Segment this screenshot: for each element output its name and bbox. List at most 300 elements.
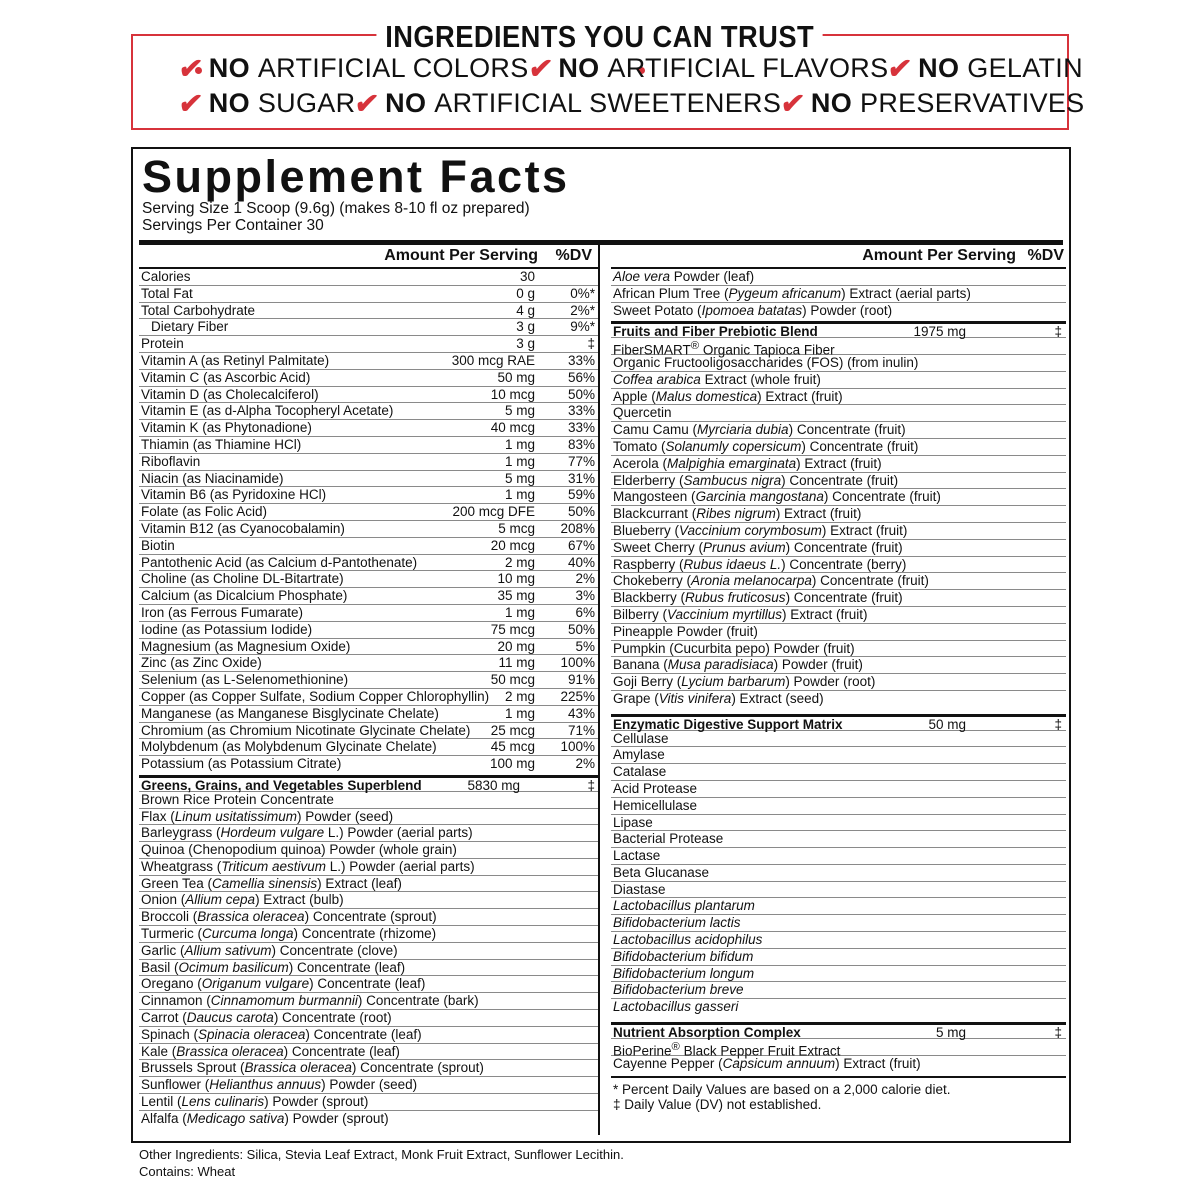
checkmark-icon: ✔	[176, 88, 205, 119]
checkmark-icon: ✔	[778, 88, 808, 119]
nutrient-dv: 77%	[567, 453, 595, 469]
nutrient-name: Vitamin B12 (as Cyanocobalamin)	[141, 520, 345, 536]
ingredient-name: Turmeric (Curcuma longa) Concentrate (rhizome)	[141, 926, 437, 942]
banner-title: INGREDIENTS YOU CAN TRUST	[377, 19, 823, 55]
nutrient-amount: 50 mcg	[490, 672, 535, 688]
nutrient-amount: 75 mcg	[490, 621, 535, 637]
nutrient-row	[139, 504, 598, 521]
ingredient-name: Cayenne Pepper (Capsicum annuum) Extract (fruit)	[613, 1055, 921, 1071]
ingredient-name: Flax (Linum usitatissimum) Powder (seed)	[141, 808, 394, 824]
nutrient-row	[139, 538, 598, 555]
blend-dv: ‡	[587, 777, 595, 793]
nutrient-dv: 56%	[567, 369, 595, 385]
amount-header: Amount Per Serving	[384, 247, 538, 264]
nutrient-dv: 91%	[567, 672, 595, 688]
blend-name: Enzymatic Digestive Support Matrix	[613, 716, 843, 732]
nutrient-name: Riboflavin	[141, 453, 201, 469]
nutrient-dv: 100%	[560, 739, 595, 755]
ingredient-name: Green Tea (Camellia sinensis) Extract (leaf)	[141, 875, 402, 891]
nutrient-row	[139, 689, 598, 706]
blend-name: Greens, Grains, and Vegetables Superblend	[141, 777, 422, 793]
nutrient-amount: 3 g	[516, 319, 535, 335]
ingredient-row	[611, 999, 1066, 1016]
nutrient-name: Calcium (as Dicalcium Phosphate)	[141, 588, 348, 604]
nutrient-name: Vitamin A (as Retinyl Palmitate)	[141, 352, 330, 368]
claim-item	[176, 87, 356, 120]
ingredient-row	[611, 898, 1066, 915]
claim-no: NO	[918, 53, 960, 83]
nutrient-name: Vitamin E (as d-Alpha Tocopheryl Acetate)	[141, 403, 394, 419]
ingredient-row	[139, 1094, 598, 1111]
ingredient-row	[611, 624, 1066, 641]
nutrient-dv: 208%	[560, 520, 595, 536]
left-column-header	[139, 245, 598, 269]
nutrient-row	[139, 723, 598, 740]
checkmark-icon: ✔	[353, 88, 382, 119]
ingredient-row	[139, 976, 598, 993]
nutrient-dv: ‡	[587, 336, 595, 352]
ingredient-row	[139, 926, 598, 943]
ingredient-row	[139, 1077, 598, 1094]
nutrient-row	[139, 454, 598, 471]
ingredient-row	[139, 993, 598, 1010]
nutrient-row	[139, 487, 598, 504]
nutrient-name: Total Fat	[141, 285, 193, 301]
blend-name: Fruits and Fiber Prebiotic Blend	[613, 324, 818, 340]
dv-header: %DV	[555, 247, 592, 264]
ingredient-name: Lactobacillus gasseri	[613, 999, 739, 1015]
claims-row-2	[133, 87, 1085, 120]
ingredient-row	[611, 540, 1066, 557]
ingredient-name: Brussels Sprout (Brassica oleracea) Concentrate (sprout)	[141, 1060, 484, 1076]
ingredient-name: Bifidobacterium longum	[613, 965, 755, 981]
servings-per-container: Servings Per Container 30	[142, 217, 324, 234]
ingredient-name: Diastase	[613, 881, 666, 897]
nutrient-dv: 33%	[567, 352, 595, 368]
ingredient-row	[611, 338, 1066, 358]
ingredient-row	[611, 831, 1066, 848]
dv-header: %DV	[1027, 247, 1064, 264]
nutrient-amount: 10 mcg	[490, 386, 535, 402]
ingredient-name: Bilberry (Vaccinium myrtillus) Extract (fruit)	[613, 606, 868, 622]
nutrient-name: Zinc (as Zinc Oxide)	[141, 655, 262, 671]
ingredient-row	[611, 781, 1066, 798]
nutrient-row	[139, 739, 598, 756]
nutrient-amount: 45 mcg	[490, 739, 535, 755]
ingredient-name: African Plum Tree (Pygeum africanum) Extract (aerial parts)	[613, 285, 971, 301]
ingredient-name: Quinoa (Chenopodium quinoa) Powder (whole grain)	[141, 842, 457, 858]
nutrient-name: Thiamin (as Thiamine HCl)	[141, 436, 302, 452]
ingredient-row	[611, 439, 1066, 456]
ingredient-row	[611, 674, 1066, 691]
claim-item	[778, 87, 1085, 120]
nutrient-row	[139, 370, 598, 387]
checkmark-icon: ✔	[176, 53, 205, 84]
ingredient-row	[139, 809, 598, 826]
ingredient-row	[611, 747, 1066, 764]
nutrient-amount: 50 mg	[497, 369, 535, 385]
ingredient-name: Blueberry (Vaccinium corymbosum) Extract (fruit)	[613, 522, 908, 538]
ingredient-name: Alfalfa (Medicago sativa) Powder (sprout)	[141, 1110, 389, 1126]
nutrient-row	[139, 672, 598, 689]
blend-amount: 50 mg	[928, 716, 966, 732]
claim-text: ARTIFICIAL COLORS	[257, 53, 529, 83]
ingredient-row	[611, 932, 1066, 949]
ingredient-name: Garlic (Allium sativum) Concentrate (clove)	[141, 942, 398, 958]
nutrient-dv: 6%	[575, 604, 595, 620]
nutrient-name: Potassium (as Potassium Citrate)	[141, 756, 342, 772]
nutrient-amount: 40 mcg	[490, 420, 535, 436]
blend-amount: 5 mg	[935, 1025, 966, 1041]
ingredient-row	[611, 966, 1066, 983]
nutrient-name: Folate (as Folic Acid)	[141, 504, 268, 520]
ingredient-name: Cellulase	[613, 730, 669, 746]
ingredient-row	[139, 859, 598, 876]
ingredient-name: Acerola (Malpighia emarginata) Extract (fruit)	[613, 455, 882, 471]
nutrient-amount: 5 mg	[504, 403, 535, 419]
nutrient-amount: 25 mcg	[490, 722, 535, 738]
ingredient-name: Pumpkin (Cucurbita pepo) Powder (fruit)	[613, 640, 855, 656]
nutrient-name: Protein	[141, 336, 184, 352]
ingredient-name: Raspberry (Rubus idaeus L.) Concentrate (berry)	[613, 556, 907, 572]
nutrient-name: Iodine (as Potassium Iodide)	[141, 621, 313, 637]
nutrient-amount: 2 mg	[504, 554, 535, 570]
claim-no: NO	[208, 53, 250, 83]
ingredient-row	[611, 815, 1066, 832]
nutrient-dv: 9%*	[570, 319, 595, 335]
nutrient-name: Total Carbohydrate	[141, 302, 256, 318]
ingredient-row	[139, 792, 598, 809]
ingredient-row	[139, 842, 598, 859]
nutrient-row	[139, 588, 598, 605]
ingredient-name: Sunflower (Helianthus annuus) Powder (seed)	[141, 1077, 418, 1093]
ingredient-row	[139, 1044, 598, 1061]
ingredient-name: Bifidobacterium bifidum	[613, 948, 754, 964]
ingredient-row	[611, 882, 1066, 899]
claim-text: ARTIFICIAL SWEETENERS	[434, 88, 782, 118]
ingredient-name: Bacterial Protease	[613, 831, 724, 847]
ingredient-row	[611, 764, 1066, 781]
ingredient-name: Spinach (Spinacia oleracea) Concentrate (leaf)	[141, 1026, 422, 1042]
ingredient-name: Onion (Allium cepa) Extract (bulb)	[141, 892, 344, 908]
claims-row-1	[133, 52, 1083, 85]
nutrient-name: Calories	[141, 269, 191, 284]
ingredient-row	[139, 909, 598, 926]
nutrient-name: Chromium (as Chromium Nicotinate Glycinate Chelate)	[141, 722, 471, 738]
ingredient-name: Goji Berry (Lycium barbarum) Powder (root)	[613, 674, 876, 690]
ingredient-row	[611, 506, 1066, 523]
nutrient-amount: 20 mg	[497, 638, 535, 654]
ingredient-name: Grape (Vitis vinifera) Extract (seed)	[613, 690, 824, 706]
blend-header	[611, 714, 1066, 731]
ingredient-name: Coffea arabica Extract (whole fruit)	[613, 371, 821, 387]
nutrient-amount: 30	[519, 269, 535, 284]
ingredient-row	[139, 1027, 598, 1044]
ingredient-name: Bifidobacterium lactis	[613, 915, 741, 931]
ingredient-row	[611, 557, 1066, 574]
nutrient-name: Niacin (as Niacinamide)	[141, 470, 284, 486]
nutrient-row	[139, 387, 598, 404]
claim-no: NO	[385, 88, 427, 118]
blend-amount: 5830 mg	[467, 777, 520, 793]
ingredient-name: Lactobacillus plantarum	[613, 898, 755, 914]
nutrient-row	[139, 403, 598, 420]
ingredient-row	[611, 915, 1066, 932]
nutrient-row	[139, 471, 598, 488]
right-column-header	[611, 245, 1066, 269]
ingredient-name: Carrot (Daucus carota) Concentrate (root)	[141, 1010, 392, 1026]
nutrient-dv: 50%	[567, 504, 595, 520]
ingredient-row	[611, 607, 1066, 624]
ingredient-row	[611, 982, 1066, 999]
ingredient-row	[611, 489, 1066, 506]
nutrient-dv: 2%	[575, 571, 595, 587]
ingredient-name: Catalase	[613, 764, 667, 780]
nutrient-dv: 40%	[567, 554, 595, 570]
nutrient-name: Copper (as Copper Sulfate, Sodium Copper Chlorophyllin)	[141, 688, 490, 704]
nutrient-amount: 1 mg	[504, 487, 535, 503]
nutrient-row	[139, 756, 598, 773]
nutrient-dv: 59%	[567, 487, 595, 503]
footnotes	[611, 1078, 1066, 1112]
ingredient-name: Camu Camu (Myrciaria dubia) Concentrate (fruit)	[613, 422, 906, 438]
nutrient-name: Choline (as Choline DL-Bitartrate)	[141, 571, 344, 587]
nutrient-row	[139, 269, 598, 286]
ingredient-name: Barleygrass (Hordeum vulgare L.) Powder (aerial parts)	[141, 825, 473, 841]
nutrient-dv: 67%	[567, 537, 595, 553]
nutrient-amount: 4 g	[516, 302, 535, 318]
ingredient-row	[611, 1039, 1066, 1059]
claim-no: NO	[558, 53, 600, 83]
nutrient-row	[139, 303, 598, 320]
ingredient-name: Apple (Malus domestica) Extract (fruit)	[613, 388, 843, 404]
contains-allergens: Contains: Wheat	[139, 1164, 236, 1179]
serving-info	[142, 200, 530, 234]
ingredient-row	[611, 405, 1066, 422]
blend-header	[611, 1022, 1066, 1039]
ingredient-name: Banana (Musa paradisiaca) Powder (fruit)	[613, 657, 863, 673]
banner-title-wrap	[133, 19, 1067, 55]
ingredient-name: Lipase	[613, 814, 653, 830]
nutrient-name: Vitamin C (as Ascorbic Acid)	[141, 369, 311, 385]
ingredient-row	[611, 865, 1066, 882]
nutrient-row	[139, 420, 598, 437]
ingredient-name: Hemicellulase	[613, 797, 698, 813]
nutrient-name: Vitamin B6 (as Pyridoxine HCl)	[141, 487, 327, 503]
ingredient-name: Beta Glucanase	[613, 864, 710, 880]
nutrient-amount: 5 mg	[504, 470, 535, 486]
nutrient-list	[139, 269, 598, 773]
ingredient-name: Mangosteen (Garcinia mangostana) Concentrate (fruit)	[613, 489, 941, 505]
ingredient-name: Bifidobacterium breve	[613, 982, 744, 998]
nutrient-amount: 20 mcg	[490, 537, 535, 553]
ingredient-row	[139, 1060, 598, 1077]
footnote-dv: ‡ Daily Value (DV) not established.	[613, 1097, 822, 1113]
supplement-facts-panel	[131, 147, 1071, 1143]
nutrient-amount: 11 mg	[498, 655, 535, 671]
nutrient-row	[139, 336, 598, 353]
ingredient-row	[139, 960, 598, 977]
greens-blend	[139, 775, 598, 1128]
other-ingredients: Other Ingredients: Silica, Stevia Leaf Extract, Monk Fruit Extract, Sunflower Lecithin.	[139, 1147, 624, 1162]
nutrient-name: Molybdenum (as Molybdenum Glycinate Chelate)	[141, 739, 437, 755]
nutrient-name: Biotin	[141, 537, 175, 553]
ingredient-name: Elderberry (Sambucus nigra) Concentrate (fruit)	[613, 472, 899, 488]
ingredient-name: Amylase	[613, 747, 665, 763]
facts-title: Supplement Facts	[142, 151, 570, 202]
ingredient-row	[611, 731, 1066, 748]
enzyme-blend	[611, 714, 1066, 1016]
nutrient-name: Magnesium (as Magnesium Oxide)	[141, 638, 351, 654]
claim-item	[526, 52, 889, 85]
ingredient-name: Lactobacillus acidophilus	[613, 932, 763, 948]
ingredient-name: Acid Protease	[613, 780, 698, 796]
nutrient-name: Vitamin D (as Cholecalciferol)	[141, 386, 319, 402]
left-column	[139, 245, 598, 1128]
ingredient-row	[139, 825, 598, 842]
blend-dv: ‡	[1054, 716, 1062, 732]
nutrient-row	[139, 353, 598, 370]
ingredient-row	[611, 473, 1066, 490]
nutrient-amount: 10 mg	[497, 571, 535, 587]
right-column	[611, 245, 1066, 1112]
ingredient-row	[611, 848, 1066, 865]
ingredient-name: Cinnamon (Cinnamomum burmannii) Concentrate (bark)	[141, 993, 479, 1009]
nutrient-row	[139, 571, 598, 588]
nutrient-dv: 0%*	[570, 285, 595, 301]
claim-item	[355, 87, 781, 120]
ingredient-name: Basil (Ocimum basilicum) Concentrate (leaf)	[141, 959, 406, 975]
nutrient-row	[139, 639, 598, 656]
ingredient-row	[611, 389, 1066, 406]
ingredient-name: Tomato (Solanumly copersicum) Concentrate (fruit)	[613, 438, 919, 454]
ingredient-name: Sweet Cherry (Prunus avium) Concentrate (fruit)	[613, 539, 903, 555]
nutrient-row	[139, 286, 598, 303]
nutrient-dv: 5%	[575, 638, 595, 654]
nutrient-name: Selenium (as L-Selenomethionine)	[141, 672, 349, 688]
fruits-blend	[611, 321, 1066, 707]
nutrient-name: Vitamin K (as Phytonadione)	[141, 420, 312, 436]
ingredient-name: Blackcurrant (Ribes nigrum) Extract (fruit)	[613, 506, 862, 522]
nutrient-row	[139, 437, 598, 454]
blend-header	[611, 321, 1066, 338]
claim-text: SUGAR	[257, 88, 356, 118]
ingredient-row	[611, 657, 1066, 674]
ingredient-name: Kale (Brassica oleracea) Concentrate (leaf)	[141, 1043, 400, 1059]
footnote-percent: * Percent Daily Values are based on a 2,000 calorie diet.	[613, 1082, 951, 1098]
blend-dv: ‡	[1054, 324, 1062, 340]
nutrient-dv: 225%	[560, 688, 595, 704]
nutrient-amount: 200 mcg DFE	[452, 504, 535, 520]
nutrient-name: Pantothenic Acid (as Calcium d-Pantothenate)	[141, 554, 418, 570]
other-ingredients-block	[139, 1146, 624, 1180]
checkmark-icon: ✔	[526, 53, 555, 84]
ingredient-name: Organic Fructooligosaccharides (FOS) (from inulin)	[613, 354, 919, 370]
ingredient-name: Aloe vera Powder (leaf)	[613, 269, 755, 284]
greens-blend-continued	[611, 269, 1066, 319]
ingredient-name: Blackberry (Rubus fruticosus) Concentrate (fruit)	[613, 590, 903, 606]
checkmark-icon: ✔	[886, 53, 915, 84]
nutrient-amount: 1 mg	[504, 705, 535, 721]
ingredient-name: Sweet Potato (Ipomoea batatas) Powder (root)	[613, 302, 893, 318]
nutrient-amount: 2 mg	[504, 688, 535, 704]
ingredient-name: Broccoli (Brassica oleracea) Concentrate (sprout)	[141, 909, 437, 925]
nutrient-dv: 33%	[567, 420, 595, 436]
nutrient-name: Iron (as Ferrous Fumarate)	[141, 604, 304, 620]
ingredient-row	[139, 892, 598, 909]
claim-no: NO	[208, 88, 250, 118]
ingredient-name: BioPerine® Black Pepper Fruit Extract	[613, 1040, 841, 1059]
ingredient-name: Lentil (Lens culinaris) Powder (sprout)	[141, 1094, 369, 1110]
nutrient-amount: 0 g	[516, 285, 535, 301]
blend-dv: ‡	[1054, 1025, 1062, 1041]
blend-name: Nutrient Absorption Complex	[613, 1025, 801, 1041]
ingredient-row	[611, 573, 1066, 590]
nutrient-dv: 33%	[567, 403, 595, 419]
claim-item	[888, 52, 1083, 85]
ingredient-row	[139, 876, 598, 893]
ingredient-row	[611, 949, 1066, 966]
ingredient-row	[139, 943, 598, 960]
absorption-blend	[611, 1022, 1066, 1072]
ingredient-name: Chokeberry (Aronia melanocarpa) Concentrate (fruit)	[613, 573, 929, 589]
ingredient-row	[611, 286, 1066, 303]
ingredient-row	[611, 303, 1066, 320]
nutrient-row	[139, 655, 598, 672]
nutrient-dv: 2%*	[570, 302, 595, 318]
ingredient-name: Pineapple Powder (fruit)	[613, 623, 758, 639]
nutrient-amount: 1 mg	[504, 453, 535, 469]
ingredient-row	[139, 1111, 598, 1128]
ingredient-row	[611, 641, 1066, 658]
nutrient-amount: 1 mg	[504, 436, 535, 452]
blend-header	[139, 775, 598, 792]
ingredient-row	[611, 269, 1066, 286]
nutrient-dv: 31%	[567, 470, 595, 486]
nutrient-row	[139, 521, 598, 538]
nutrient-row	[139, 555, 598, 572]
claim-no: NO	[810, 88, 853, 118]
claim-item	[176, 52, 529, 85]
amount-header: Amount Per Serving	[862, 247, 1016, 264]
nutrient-row	[139, 319, 598, 336]
claim-text: ARTIFICIAL FLAVORS	[607, 53, 889, 83]
ingredient-name: FiberSMART® Organic Tapioca Fiber	[613, 340, 835, 358]
blend-amount: 1975 mg	[913, 324, 966, 340]
ingredient-row	[611, 456, 1066, 473]
ingredient-name: Brown Rice Protein Concentrate	[141, 791, 334, 807]
nutrient-dv: 2%	[575, 756, 595, 772]
ingredient-row	[611, 422, 1066, 439]
nutrient-amount: 100 mg	[489, 756, 535, 772]
ingredient-name: Lactase	[613, 848, 661, 864]
column-divider	[598, 245, 600, 1135]
ingredient-name: Wheatgrass (Triticum aestivum L.) Powder (aerial parts)	[141, 858, 475, 874]
nutrient-row	[139, 706, 598, 723]
claim-text: GELATIN	[967, 53, 1083, 83]
nutrient-amount: 300 mcg RAE	[451, 352, 535, 368]
ingredient-name: Oregano (Origanum vulgare) Concentrate (leaf)	[141, 976, 426, 992]
nutrient-amount: 5 mcg	[498, 520, 535, 536]
nutrient-amount: 3 g	[516, 336, 535, 352]
ingredient-row	[611, 590, 1066, 607]
ingredient-name: Quercetin	[613, 405, 672, 421]
ingredient-row	[611, 798, 1066, 815]
ingredient-row	[611, 1056, 1066, 1073]
serving-size: Serving Size 1 Scoop (9.6g) (makes 8-10 fl oz prepared)	[142, 200, 530, 217]
ingredient-row	[611, 691, 1066, 708]
nutrient-amount: 35 mg	[497, 588, 535, 604]
